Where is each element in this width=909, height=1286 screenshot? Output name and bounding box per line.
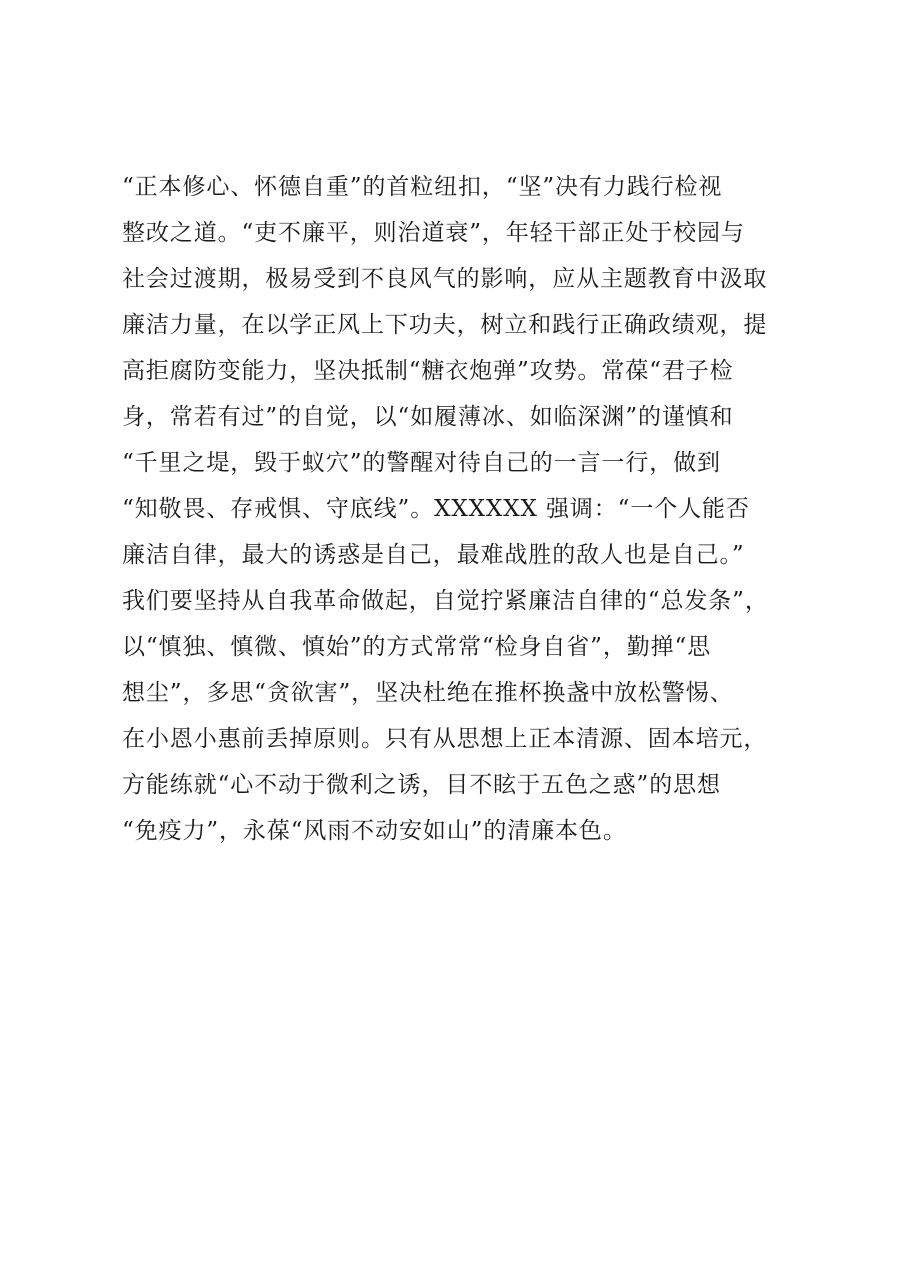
text-line-11: 以“慎独、慎微、慎始”的方式常常“检身自省”，勤掸“思 (122, 634, 712, 660)
body-paragraph (122, 164, 822, 854)
text-line-10: 我们要坚持从自我革命做起，自觉拧紧廉洁自律的“总发条”， (122, 588, 769, 614)
text-line-3: 社会过渡期，极易受到不良风气的影响，应从主题教育中汲取 (122, 266, 768, 292)
text-line-4: 廉洁力量，在以学正风上下功夫，树立和践行正确政绩观，提 (122, 312, 768, 338)
text-line-12: 想尘”，多思“贪欲害”，坚决杜绝在推杯换盏中放松警惕、 (122, 680, 734, 706)
text-line-1: “正本修心、怀德自重”的首粒纽扣，“坚”决有力践行检视 (122, 174, 723, 200)
text-line-7: “千里之堤，毁于蚁穴”的警醒对待自己的一言一行，做到 (122, 450, 721, 476)
text-line-9: 廉洁自律，最大的诱惑是自己，最难战胜的敌人也是自己。” (122, 542, 745, 568)
text-line-5: 高拒腐防变能力，坚决抵制“糖衣炮弹”攻势。常葆“君子检 (122, 358, 734, 384)
text-line-14: 方能练就“心不动于微利之诱，目不眩于五色之惑”的思想 (122, 772, 721, 798)
text-line-8: “知敬畏、存戒惧、守底线”。XXXXXX 强调：“一个人能否 (122, 496, 750, 522)
text-line-15: “免疫力”，永葆“风雨不动安如山”的清廉本色。 (122, 818, 627, 844)
text-line-2: 整改之道。“吏不廉平，则治道衰”，年轻干部正处于校园与 (122, 220, 745, 246)
text-line-13: 在小恩小惠前丢掉原则。只有从思想上正本清源、固本培元， (122, 726, 768, 752)
text-line-6: 身，常若有过”的自觉，以“如履薄冰、如临深渊”的谨慎和 (122, 404, 734, 430)
